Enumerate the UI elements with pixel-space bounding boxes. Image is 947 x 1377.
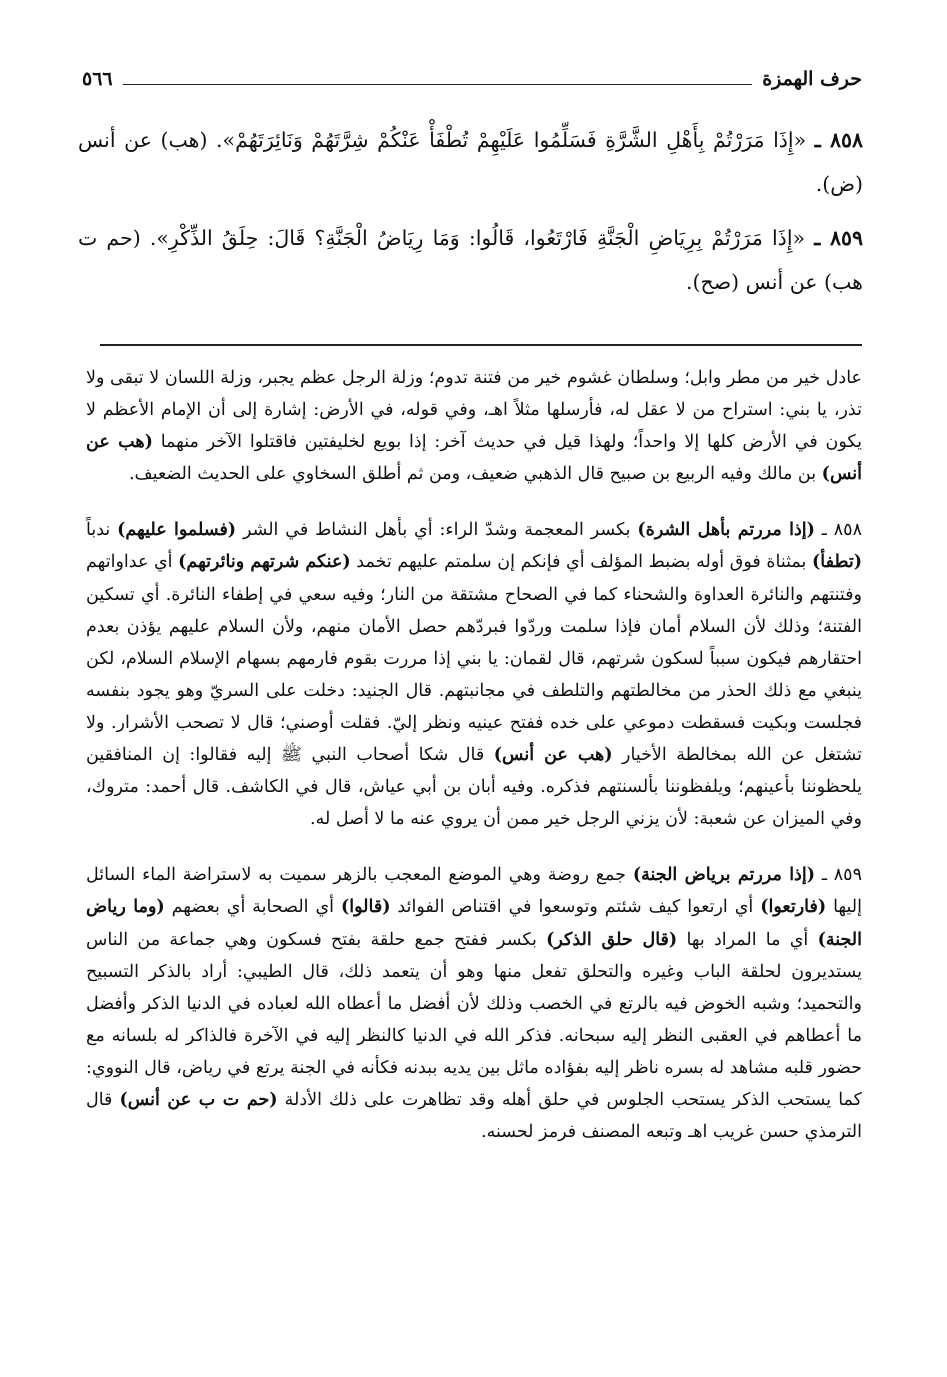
commentary-text: أي ما المراد بها	[686, 929, 809, 950]
lemma: (فسلموا عليهم)	[117, 520, 237, 541]
commentary-block	[86, 362, 862, 1148]
lemma: (تطفأ)	[812, 552, 862, 573]
running-header	[82, 62, 862, 96]
commentary-text: أي الصحابة أي بعضهم	[171, 897, 335, 918]
page-number: ٥٦٦	[82, 68, 113, 90]
hadith-text-block	[78, 118, 863, 314]
commentary-number: ٨٥٩ ـ	[821, 865, 862, 886]
lemma: (قال حلق الذكر)	[546, 929, 678, 950]
commentary-text: بكسر المعجمة وشدّ الراء: أي بأهل النشاط في الشر	[242, 520, 631, 541]
lemma: (إذا مررتم برياض الجنة)	[632, 865, 815, 886]
hadith-text: «إِذَا مَرَرْتُمْ بِرِيَاضِ الْجَنَّةِ فَارْتَعُوا، قَالُوا: وَمَا رِيَاضُ الْجَنَّةِ؟ قَالَ: حِلَقُ الذِّكْرِ». (حم ت هب) عن أنس (صح).	[78, 226, 863, 294]
commentary-859	[86, 859, 862, 1148]
hadith-text: «إِذَا مَرَرْتُمْ بِأَهْلِ الشَّرَّةِ فَسَلِّمُوا عَلَيْهِمْ تُطْفَأْ عَنْكُمْ شِرَّتَهُمْ وَنَائِرَتَهُمْ». (هب) عن أنس (ض).	[78, 128, 863, 196]
commentary-number: ٨٥٨ ـ	[821, 520, 862, 541]
paragraph-gap	[86, 835, 862, 859]
commentary-text: ندباً	[86, 520, 111, 541]
lemma: (وما رياض الجنة)	[86, 897, 862, 950]
commentary-text: جمع روضة وهي الموضع المعجب بالزهر سميت به لاستراضة الماء السائل إليها	[86, 865, 862, 918]
source-ref: (هب عن أنس)	[86, 432, 862, 485]
commentary-text: قال شكا أصحاب النبي ﷺ إليه فقالوا: إن المنافقين يلحظوننا بأعينهم؛ ويلفظوننا بألسنتهم فذكره. وفيه أبان بن أبي عياش، قال في الكاشف. قال أحمد: متروك، وفي الميزان عن شعبة: لأن يزني الرجل خير ممن أن يروي عنه ما لا أصل له.	[86, 745, 862, 830]
hadith-number: ٨٥٨ ـ	[814, 128, 863, 152]
commentary-text: أي عداواتهم وفتنتهم والنائرة العداوة والشحناء كما في الصحاح مشتقة من النار؛ وفيه سعي في إطفاء النائرة. أي تسكين الفتنة؛ وذلك لأن السلام أمان فإذا سلمت وردّوا فبردّهم حصل الأمان منهم، ولأن السلام عليهم يؤذن بعدم احتقارهم فيكون سبباً لسكون شرتهم، قال لقمان: يا بني إذا مررت بقوم فارمهم بسهام الإسلام السلام، لكن ينبغي مع ذلك الحذر من مخالطتهم والتلطف في مجانبتهم. قال الجنيد: دخلت على السريّ وهو يجود بنفسه فجلست وبكيت فسقطت دموعي على خده ففتح عينيه ونظر إليّ. فقلت أوصني؛ قال لا تصحب الأشرار. ولا تشتغل عن الله بمخالطة الأخيار	[86, 552, 862, 766]
source-ref: (حم ت ب عن أنس)	[119, 1089, 278, 1110]
hadith-859	[78, 216, 863, 304]
header-rule	[123, 84, 753, 85]
commentary-text: عادل خير من مطر وابل؛ وسلطان غشوم خير من فتنة تدوم؛ وزلة الرجل عظم يجبر، وزلة اللسان لا تبقى ولا تذر، يا بني: استراح من لا عقل له، فأرسلها مثلاً اهـ، وفي قوله، في الأرض: إشارة إلى أن الإمام الأعظم لا يكون في الأرض كلها إلا واحداً؛ ولهذا قيل في حديث آخر: إذا بويع لخليفتين فاقتلوا الآخر منهما	[86, 368, 862, 453]
commentary-858	[86, 514, 862, 835]
lemma: (عنكم شرتهم ونائرتهم)	[178, 552, 351, 573]
lemma: (قالوا)	[340, 897, 391, 918]
hadith-858	[78, 118, 863, 206]
hadith-number: ٨٥٩ ـ	[814, 226, 863, 250]
commentary-text: قال الترمذي حسن غريب اهـ وتبعه المصنف فرمز لحسنه.	[86, 1089, 862, 1143]
lemma: (فارتعوا)	[760, 897, 827, 918]
source-ref: (هب عن أنس)	[493, 745, 613, 766]
commentary-text: بمثناة فوق أوله بضبط المؤلف أي فإنكم إن سلمتم عليهم تخمد	[356, 552, 807, 573]
chapter-title: حرف الهمزة	[762, 68, 862, 90]
commentary-intro	[86, 362, 862, 490]
paragraph-gap	[86, 490, 862, 514]
commentary-text: بكسر ففتح جمع حلقة بفتح فسكون وهي جماعة من الناس يستديرون لحلقة الباب وغيره والتحلق تفعل منها وهو أن يتعمد ذلك، قال الطيبي: أراد بالذكر التسبيح والتحميد؛ وشبه الخوض فيه بالرتع في الخصب وذلك لأن أفضل ما أعطاه الله لعباده في الدنيا الذكر وأفضل ما أعطاهم في العقبى النظر إليه سبحانه. فذكر الله في الدنيا كالنظر إليه في الآخرة فالذاكر له بلسانه مع حضور قلبه مشاهد له بسره ناظر إليه بفؤاده ماثل بين يديه ببدنه فكأنه في الجنة يرتع في رياض، قال النووي: كما يستحب الذكر يستحب الجلوس في حلق أهله وقد تظاهرت على ذلك الأدلة	[86, 929, 862, 1110]
lemma: (إذا مررتم بأهل الشرة)	[637, 520, 815, 541]
commentary-text: أي ارتعوا كيف شئتم وتوسعوا في اقتناص الفوائد	[397, 897, 754, 918]
section-divider	[100, 344, 862, 346]
commentary-text: بن مالك وفيه الربيع بن صبيح قال الذهبي ضعيف، ومن ثم أطلق السخاوي على الحديث الضعيف.	[128, 464, 817, 485]
